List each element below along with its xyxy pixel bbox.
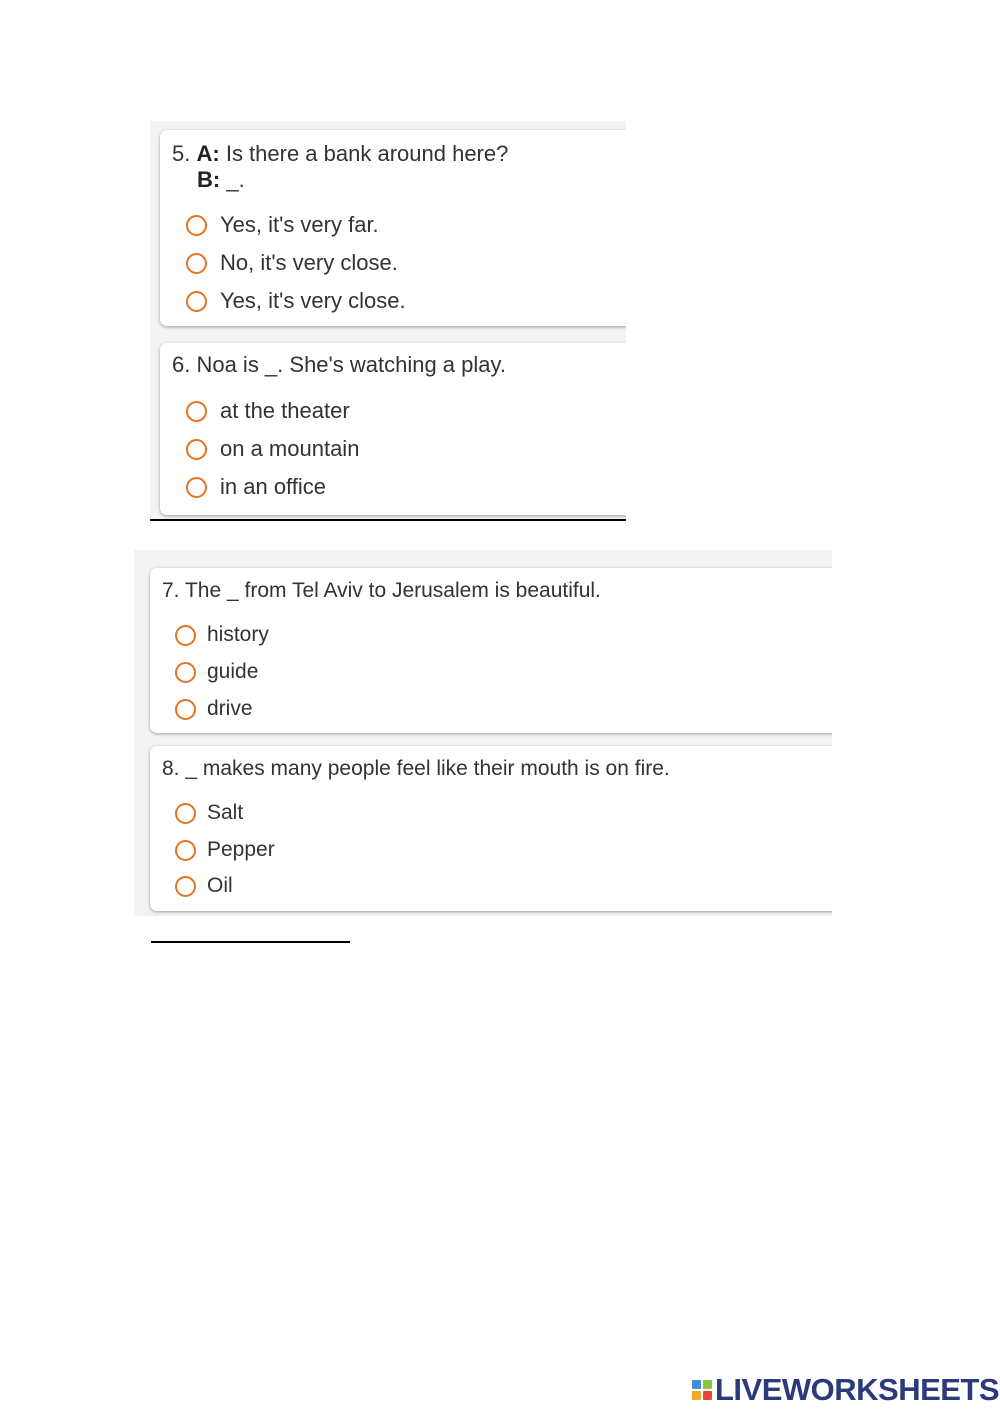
- option-6-1[interactable]: [186, 398, 350, 424]
- speaker-a-label: A:: [196, 141, 220, 166]
- question-card-6: [160, 343, 626, 515]
- speaker-b-label: B:: [197, 167, 221, 192]
- option-5-1[interactable]: [186, 212, 379, 238]
- question-panel-bottom: [134, 550, 832, 916]
- speaker-b-text: _.: [226, 167, 245, 192]
- option-label: guide: [207, 660, 259, 683]
- option-label: Oil: [207, 874, 233, 897]
- radio-button[interactable]: [186, 215, 207, 236]
- radio-button[interactable]: [186, 291, 207, 312]
- option-8-3[interactable]: [175, 873, 233, 899]
- option-8-1[interactable]: [175, 800, 243, 826]
- option-label: drive: [207, 697, 253, 720]
- radio-button[interactable]: [186, 477, 207, 498]
- option-5-2[interactable]: [186, 250, 398, 276]
- option-label: Pepper: [207, 838, 275, 861]
- option-7-1[interactable]: [175, 622, 269, 648]
- option-8-2[interactable]: [175, 837, 275, 863]
- radio-button[interactable]: [175, 876, 196, 897]
- radio-button[interactable]: [175, 662, 196, 683]
- option-7-2[interactable]: [175, 659, 258, 685]
- radio-button[interactable]: [186, 401, 207, 422]
- option-6-2[interactable]: [186, 436, 359, 462]
- brand-name: LIVEWORKSHEETS: [715, 1372, 1000, 1407]
- radio-button[interactable]: [186, 439, 207, 460]
- option-label: history: [207, 623, 269, 646]
- option-5-3[interactable]: [186, 288, 406, 314]
- radio-button[interactable]: [175, 840, 196, 861]
- question-card-7: [150, 568, 832, 733]
- question-card-5: [160, 130, 626, 326]
- option-label: Yes, it's very close.: [220, 288, 406, 313]
- speaker-a-text: Is there a bank around here?: [225, 141, 509, 166]
- question-number: 5.: [172, 141, 191, 166]
- option-label: Yes, it's very far.: [220, 212, 379, 237]
- logo-grid-icon: [692, 1380, 712, 1400]
- radio-button[interactable]: [175, 699, 196, 720]
- divider-line: [151, 941, 350, 943]
- question-5-line-a: [172, 141, 508, 167]
- radio-button[interactable]: [175, 625, 196, 646]
- question-card-8: [150, 746, 832, 911]
- question-8-text: 8. _ makes many people feel like their mouth is on fire.: [162, 757, 670, 780]
- question-5-line-b: [197, 167, 245, 193]
- question-panel-top: [150, 121, 626, 521]
- option-label: in an office: [220, 474, 327, 499]
- option-label: No, it's very close.: [220, 250, 398, 275]
- question-7-text: 7. The _ from Tel Aviv to Jerusalem is beautiful.: [162, 579, 601, 602]
- option-7-3[interactable]: [175, 696, 253, 722]
- question-6-text: 6. Noa is _. She's watching a play.: [172, 352, 506, 377]
- option-label: at the theater: [220, 398, 350, 423]
- option-label: on a mountain: [220, 436, 360, 461]
- liveworksheets-logo: [692, 1374, 999, 1406]
- option-6-3[interactable]: [186, 474, 326, 500]
- radio-button[interactable]: [186, 253, 207, 274]
- option-label: Salt: [207, 801, 244, 824]
- radio-button[interactable]: [175, 803, 196, 824]
